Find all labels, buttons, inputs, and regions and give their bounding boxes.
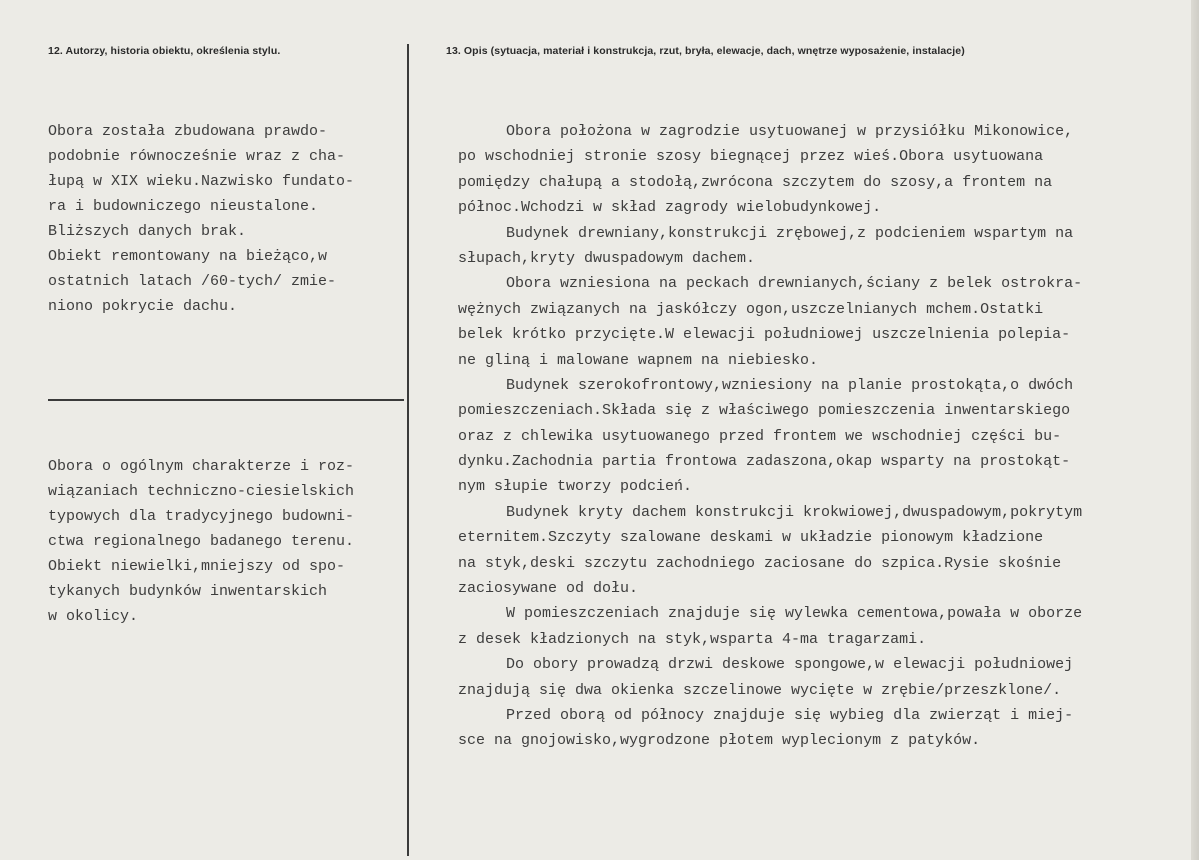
text-line: Do obory prowadzą drzwi deskowe spongowe,w elewacji południowej bbox=[506, 656, 1074, 674]
column-divider-vertical bbox=[407, 44, 409, 856]
text-line: wężnych związanych na jaskółczy ogon,uszczelnianych mchem.Ostatki bbox=[458, 300, 1044, 318]
text-line: ra i budowniczego nieustalone. bbox=[48, 198, 319, 215]
style-definition-text bbox=[48, 454, 354, 629]
text-line: sce na gnojowisko,wygrodzone płotem wyplecionym z patyków. bbox=[458, 732, 981, 750]
section-12-header: 12. Autorzy, historia obiektu, określenia stylu. bbox=[48, 45, 281, 57]
text-line: północ.Wchodzi w skład zagrody wielobudynkowej. bbox=[458, 199, 882, 217]
text-line: słupach,kryty dwuspadowym dachem. bbox=[458, 249, 756, 267]
section-13-header: 13. Opis (sytuacja, materiał i konstrukcja, rzut, bryła, elewacje, dach, wnętrze wyposażenie, instalacje) bbox=[446, 45, 965, 57]
left-column bbox=[0, 0, 408, 860]
text-line: oraz z chlewika usytuowanego przed frontem we wschodniej części bu- bbox=[458, 427, 1062, 445]
text-line: W pomieszczeniach znajduje się wylewka cementowa,powała w oborze bbox=[506, 605, 1083, 623]
text-line: Obora położona w zagrodzie usytuowanej w przysiółku Mikonowice, bbox=[506, 123, 1074, 140]
text-line: wiązaniach techniczno-ciesielskich bbox=[48, 483, 355, 500]
text-line: po wschodniej stronie szosy biegnącej przez wieś.Obora usytuowana bbox=[458, 148, 1044, 166]
text-line: łupą w XIX wieku.Nazwisko fundato- bbox=[48, 173, 355, 190]
text-line: znajdują się dwa okienka szczelinowe wycięte w zrębie/przeszklone/. bbox=[458, 681, 1062, 699]
description-text bbox=[458, 119, 1083, 754]
text-line: niono pokrycie dachu. bbox=[48, 298, 238, 315]
authors-history-text bbox=[48, 119, 354, 319]
text-line: pomieszczeniach.Składa się z właściwego pomieszczenia inwentarskiego bbox=[458, 402, 1071, 420]
text-line: belek krótko przycięte.W elewacji południowej uszczelnienia polepia- bbox=[458, 326, 1071, 344]
text-line: Obiekt remontowany na bieżąco,w bbox=[48, 248, 328, 265]
text-line: podobnie równocześnie wraz z cha- bbox=[48, 148, 346, 165]
text-line: Budynek szerokofrontowy,wzniesiony na planie prostokąta,o dwóch bbox=[506, 376, 1074, 394]
text-line: Obora wzniesiona na peckach drewnianych,ściany z belek ostrokra- bbox=[506, 275, 1083, 293]
text-line: ctwa regionalnego badanego terenu. bbox=[48, 533, 355, 550]
text-line: z desek kładzionych na styk,wsparta 4-ma tragarzami. bbox=[458, 630, 927, 648]
text-line: Przed oborą od północy znajduje się wybieg dla zwierząt i miej- bbox=[506, 706, 1074, 724]
text-line: w okolicy. bbox=[48, 608, 139, 625]
text-line: Budynek drewniany,konstrukcji zrębowej,z podcieniem wspartym na bbox=[506, 224, 1074, 242]
page-edge bbox=[1191, 0, 1199, 860]
text-line: nym słupie tworzy podcień. bbox=[458, 478, 693, 496]
text-line: ne gliną i malowane wapnem na niebiesko. bbox=[458, 351, 819, 369]
text-line: pomiędzy chałupą a stodołą,zwrócona szczytem do szosy,a frontem na bbox=[458, 173, 1053, 191]
text-line: Obora została zbudowana prawdo- bbox=[48, 123, 328, 140]
text-line: eternitem.Szczyty szalowane deskami w układzie pionowym kładzione bbox=[458, 529, 1044, 547]
text-line: zaciosywane od dołu. bbox=[458, 580, 639, 598]
text-line: Obiekt niewielki,mniejszy od spo- bbox=[48, 558, 346, 575]
text-line: dynku.Zachodnia partia frontowa zadaszona,okap wsparty na prostokąt- bbox=[458, 453, 1071, 471]
text-line: na styk,deski szczytu zachodniego zaciosane do szpica.Rysie skośnie bbox=[458, 554, 1062, 572]
text-line: ostatnich latach /60-tych/ zmie- bbox=[48, 273, 337, 290]
right-column bbox=[410, 0, 1190, 860]
text-line: Bliższych danych brak. bbox=[48, 223, 247, 240]
text-line: typowych dla tradycyjnego budowni- bbox=[48, 508, 355, 525]
text-line: tykanych budynków inwentarskich bbox=[48, 583, 328, 600]
text-line: Budynek kryty dachem konstrukcji krokwiowej,dwuspadowym,pokrytym bbox=[506, 503, 1083, 521]
section-divider-horizontal bbox=[48, 399, 404, 401]
text-line: Obora o ogólnym charakterze i roz- bbox=[48, 458, 355, 475]
